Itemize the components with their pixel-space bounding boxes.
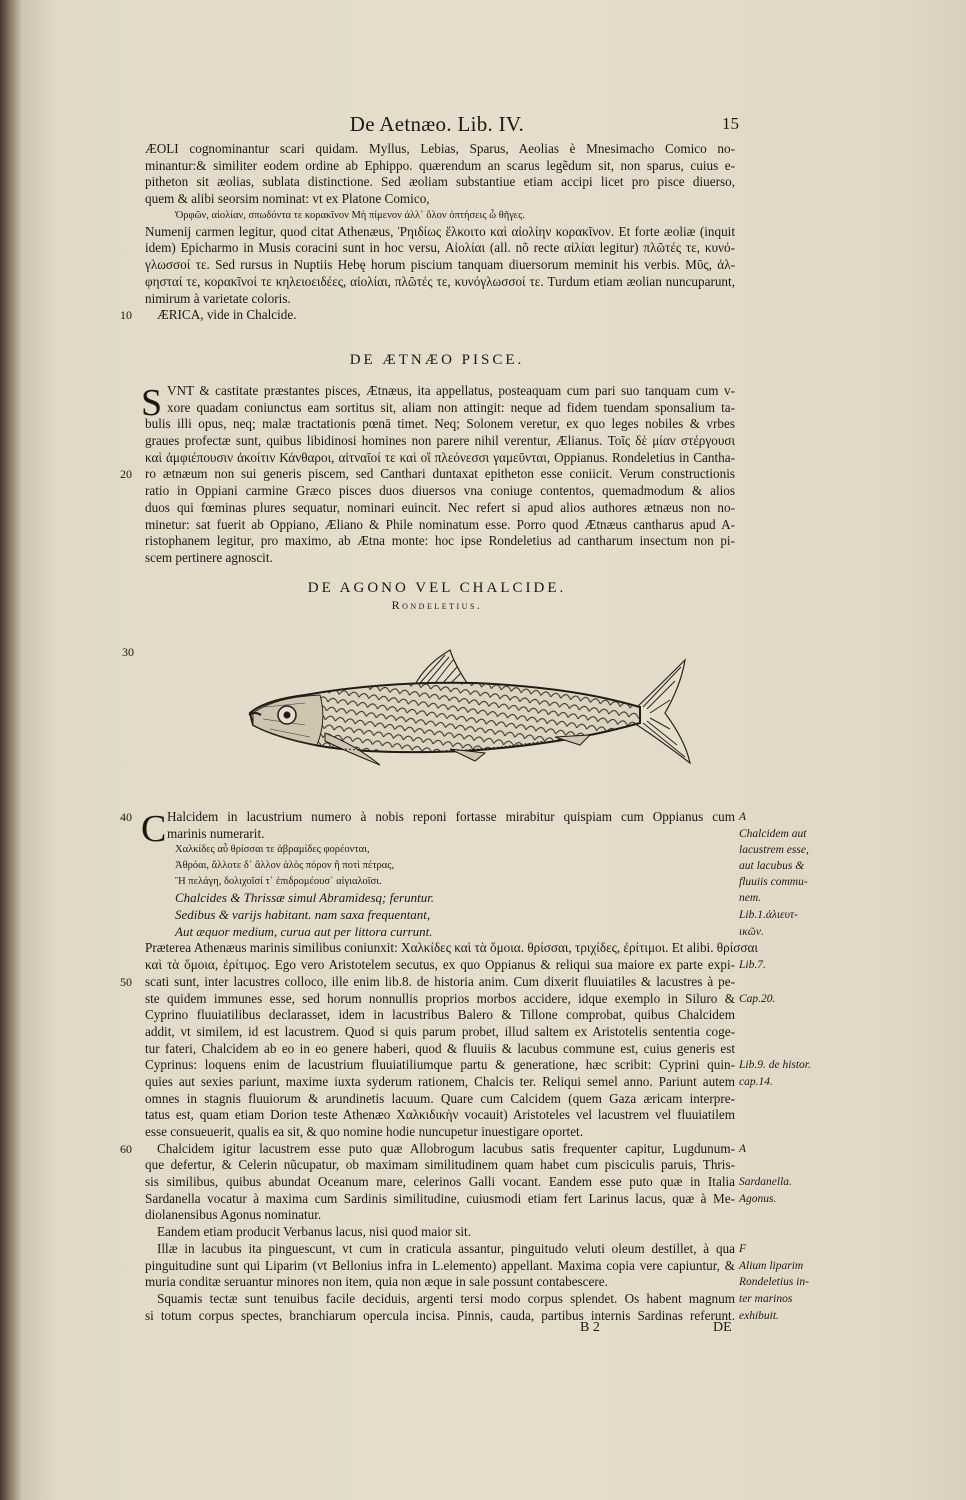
line-text: Squamis tectæ sunt tenuibus facile deciduis, argenti tersi modo corpus splendet. Os habent magnum — [157, 1290, 735, 1306]
marginal-note: Chalcidem aut — [739, 827, 807, 840]
text-line — [145, 550, 735, 567]
marginal-note: cap.14. — [739, 1075, 773, 1088]
text-line — [120, 1140, 747, 1158]
text-line — [145, 1207, 735, 1224]
line-number: 30 — [122, 645, 134, 659]
text-line — [145, 1274, 809, 1291]
line-text: omnes in stagnis fluuiorum & arundinetis lacuum. Quare cum Calcidem (quem Gaza æricam interpre- — [145, 1090, 735, 1106]
marginal-note: Lib.7. — [739, 959, 766, 972]
line-number: 40 — [120, 810, 132, 824]
line-text: Cyprinus: loquens enim de lacustrium fluuiatiliumque partu & generatione, hæc scribit: Cyprini quin- — [145, 1057, 735, 1073]
line-text: minetur: sat fuerit ab Oppiano, Æliano & Phile nominatum esse. Porro quod Ætnæus cantharus apud A- — [145, 516, 735, 532]
fish-woodcut-icon — [245, 645, 715, 775]
marginal-note: exhibuit. — [739, 1309, 779, 1322]
text-line — [145, 1007, 735, 1024]
text-line — [145, 1024, 735, 1041]
marginal-note: Sardanella. — [739, 1176, 792, 1189]
text-line — [145, 923, 764, 941]
text-line — [145, 141, 735, 158]
text-line — [145, 890, 762, 907]
marginal-note: aut lacubus & — [739, 860, 805, 873]
line-text: marinis numerarit. — [167, 825, 265, 841]
text-line — [145, 400, 735, 417]
text-line — [145, 416, 735, 433]
line-text: quem & alibi seorsim nominat: vt ex Platone Comico, — [145, 191, 430, 207]
line-text: Χαλκίδες αὖ θρίσσαι τε ἀβραμίδες φορέονται, — [175, 844, 370, 856]
text-line — [120, 307, 735, 324]
signature-mark: B 2 — [580, 1320, 600, 1335]
text-line — [145, 1157, 735, 1174]
text-line — [145, 1057, 811, 1074]
text-line — [120, 973, 735, 991]
text-line — [145, 257, 735, 274]
marginal-note: Lib.1.ἁλιευτ- — [739, 909, 798, 922]
text-line — [145, 1290, 793, 1308]
line-text: addit, vt similem, id est lacustrem. Quod si quis parum probet, illud saltem ex Aristotelis sententia coge- — [145, 1023, 735, 1039]
line-text: scati sunt, inter lacustres colloco, ille enim lib.8. de historia anim. Cum dixerit fluuiatiles & lacustres à pe- — [145, 973, 735, 989]
line-number: 20 — [120, 467, 132, 482]
text-line — [145, 957, 766, 974]
text-line — [145, 483, 735, 500]
text-line — [145, 1307, 779, 1325]
line-text: Cyprino fluuiatilibus declarasset, idem in lacustribus Balero & Tillone comprobat, quibus Chalcidem — [145, 1007, 735, 1023]
line-text: duos qui fœminas plures sequatur, nominari euincit. Nec refert si apud alios authores ætnæus non no- — [145, 499, 735, 515]
text-line — [145, 383, 735, 400]
text-line — [145, 940, 758, 957]
line-text: graues profectæ sunt, quibus libidinosi homines non parere nihil verentur, Ælianus. Τοῖς δὲ μίαν στέργουσι — [145, 433, 735, 449]
text-line — [145, 842, 809, 858]
line-text: si totum corpus spectes, branchiarum opercula incisa. Pinnis, cauda, partibus internis Sardinas referunt. — [145, 1307, 735, 1323]
line-text: ÆOLI cognominantur scari quidam. Myllus, Lebias, Sparus, Aeolias è Mnesimacho Comico no- — [145, 141, 735, 156]
text-line — [145, 1240, 747, 1258]
drop-cap: S — [141, 382, 163, 424]
line-text: ristophanem legitur, pro maximo, ab Ætna monte: hoc ipse Rondeletius ad cantharum insectum non pi- — [145, 533, 735, 549]
marginal-note: Alium liparim — [739, 1259, 804, 1272]
text-line — [145, 274, 735, 291]
text-line — [145, 990, 776, 1008]
page-number: 15 — [722, 114, 739, 133]
running-title: De Aetnæo. Lib. IV. — [349, 112, 525, 136]
text-line — [145, 1224, 735, 1241]
line-text: diolanensibus Agonus nominatur. — [145, 1207, 322, 1223]
line-text: quies aut sexies pariunt, maxime iuxta syderum rationem, Chalcis ter. Reliqui semel anno. Pariunt autem — [145, 1073, 735, 1089]
line-text: ratio in Oppiani carmine Græco pisces duos diuersos vna coniuge contentos, quemadmodum & alios — [145, 483, 735, 499]
line-text: ste quidem immunes esse, sed horum nonnullis proprios morbos accidere, idque exemplo in Siluro & — [145, 990, 735, 1006]
text-block-aeoli — [120, 141, 735, 324]
text-line — [145, 825, 807, 843]
text-block-chalcis — [120, 808, 811, 1324]
line-text: VNT & castitate præstantes pisces, Ætnæus, ita appellatus, posteaquam cum pari suo tanquam cum v- — [167, 383, 735, 398]
line-text: Chalcidem igitur lacustrem esse puto quæ Allobrogum lacubus satis frequenter capitur, Lugdunum- — [157, 1140, 735, 1156]
marginal-note: A — [739, 1142, 747, 1155]
marginal-note: Agonus. — [739, 1192, 777, 1205]
section-heading-aetnaeo: DE ÆTNÆO PISCE. — [349, 352, 525, 368]
line-text: Eandem etiam producit Verbanus lacus, nisi quod maior sit. — [157, 1224, 471, 1240]
text-line — [145, 1041, 735, 1058]
text-line — [145, 517, 735, 534]
text-line — [145, 1174, 792, 1191]
line-number: 60 — [120, 1141, 132, 1156]
marginal-note: lacustrem esse, — [739, 844, 809, 857]
text-line — [145, 291, 735, 308]
line-text: sis similibus, quibus abundat Oceanum mare, celerinos Galli vocant. Eandem esse puto quæ in Italia — [145, 1174, 735, 1190]
text-line — [145, 208, 735, 224]
text-line — [145, 174, 735, 191]
line-text: tur fateri, Chalcidem ab eo in eo genere haberi, quod & fluuiis & lacubus commune est, cuius generis est — [145, 1040, 735, 1056]
text-line — [120, 466, 735, 483]
line-text: esse consueuerit, qualis ea sit, & quo nomine hodie nuncupetur inuestigare oportet. — [145, 1124, 584, 1139]
text-line — [145, 533, 735, 550]
text-line — [145, 1091, 735, 1108]
line-text: Sedibus & varijs habitant. nam saxa frequentant, — [175, 907, 431, 923]
marginal-note: A — [739, 811, 747, 823]
text-block-aetnaeo — [120, 382, 735, 567]
marginal-note: Cap.20. — [739, 992, 776, 1005]
section-heading-agono: DE AGONO VEL CHALCIDE. — [307, 580, 567, 596]
line-text: γλωσσοί τε. Sed rursus in Nuptiis Hebę horum piscium tanquam diuersorum meminit his verbis. Μῦς, ἀλ- — [145, 257, 735, 273]
line-text: pitheton sit æolias, sublata distinctione. Sed æoliam substantiue etiam accipi licet pro pisce diuerso, — [145, 174, 735, 190]
line-text: Chalcides & Thrissæ simul Abramidesq; feruntur. — [175, 890, 435, 906]
text-line — [145, 450, 735, 467]
section-subheading-rondeletius: Rondeletius. — [391, 598, 483, 612]
marginal-note: F — [739, 1242, 747, 1255]
line-text: bulis illi opus, neq; malæ tractationis pœnā timet. Neq; Solonem veretur, ex quo leges nobiles & vrbes — [145, 416, 735, 432]
line-text: Numenij carmen legitur, quod citat Athenæus, Ῥηιδίως ἕλκοιτο καὶ αἰολίην κορακῖνον. Et forte æoliæ (inquit — [145, 223, 735, 239]
line-text: tatus est, quam etiam Dorion teste Athenæo Χαλκιδικὴν vocauit) Aristoteles vel lacustrem vel fluuiatilem — [145, 1107, 735, 1123]
line-text: καὶ ἀμφιέπουσιν ἀκοίτιν Κάνθαροι, αἰτναῖοί τε καὶ οἳ πλεόνεσσι γαμεῦνται, Oppianus. Rondeletius in Cantha- — [145, 449, 735, 465]
line-text: Ἀθρόαι, ἄλλοτε δ᾽ ἄλλον ἁλὸς πόρον ἢ ποτὶ πέτρας, — [175, 860, 395, 872]
marginal-note: Lib.9. de histor. — [739, 1059, 811, 1072]
line-text: Ἢ πελάγη, δολιχοῖσί τ᾽ ἐπιδρομέουσ᾽ αἰγιαλοῖσι. — [175, 876, 382, 888]
line-text: Sardanella vocatur à maxima cum Sardinis similitudine, cuiusmodi etiam fert Larinus lacus, quæ à Me- — [145, 1190, 735, 1206]
line-text: xore quadam coniunctus eam sortitus sit, aliam non attingit: neque ad fidem tuendam sponsalium ta- — [167, 399, 735, 415]
line-number: 10 — [120, 308, 132, 323]
text-line — [145, 1124, 735, 1141]
line-text: nimirum à varietate coloris. — [145, 290, 291, 306]
marginal-note: fluuiis commu- — [739, 876, 808, 889]
line-text: ÆRICA, vide in Chalcide. — [157, 307, 297, 323]
text-line — [145, 158, 735, 175]
line-text: Præterea Athenæus marinis similibus coniunxit: Χαλκίδες καὶ τὰ ὅμοια. θρίσσαι, τριχίδες, ἐρίτιμοι. Et alibi. θρίσσαι — [145, 940, 758, 956]
drop-cap: C — [141, 808, 167, 850]
text-line — [145, 874, 808, 890]
text-line — [145, 500, 735, 517]
line-text: Ὀρφῶν, αἰολίαν, σπωδόντα τε κορακῖνον Μὴ πίμενον ἀλλ᾽ ὅλον ὀπτήσεις ὦ θῆγες. — [175, 209, 525, 221]
line-text: Aut æquor medium, curua aut per littora currunt. — [175, 923, 433, 939]
text-line — [145, 191, 735, 208]
marginal-note: nem. — [739, 892, 762, 905]
line-text: muria conditæ seruantur minores non item, quia non æque in sale possunt contabescere. — [145, 1274, 608, 1290]
line-text: que defertur, & Celerin nũcupatur, ob maximam similitudinem quam habet cum pisciculis paruis, Thris- — [145, 1157, 735, 1173]
line-text: καὶ τὰ ὅμοια, ἐρίτιμος. Ego vero Aristotelem secutus, ex quo Oppianus & reliqui sua maiore ex parte expi- — [145, 957, 735, 973]
text-line — [145, 1190, 777, 1208]
text-line — [145, 1107, 735, 1124]
text-line — [145, 1257, 804, 1275]
text-line — [120, 809, 747, 826]
line-text: idem) Epicharmo in Musis coracini sunt in hoc versu, Αἰολίαι (all. nõ recte αἰλίαι legitur) πλῶτές τε, κυνό- — [145, 240, 735, 256]
text-line — [145, 224, 735, 241]
line-text: φησταί τε, κορακῖνοί τε κηλειοειδέες, αἰολίαι, πλῶτές τε, κυνόγλωσσοί τε. Turdum etiam æolian nuncuparunt, — [145, 273, 735, 289]
line-number: 50 — [120, 974, 132, 989]
marginal-note: ter marinos — [739, 1292, 793, 1305]
text-line — [145, 858, 805, 874]
line-text: pinguitudine sunt qui Liparim (vt Bellonius infra in L.elemento) appellant. Maxima copia vere capiuntur, & — [145, 1257, 735, 1273]
marginal-note: Rondeletius in- — [739, 1276, 809, 1289]
line-text: ro ætnæum non sui generis piscem, sed Canthari duntaxat epitheton esse coniicit. Verum constructionis — [145, 466, 735, 482]
text-line — [145, 240, 735, 257]
line-text: minantur:& similiter eodem ordine ab Ephippo. quærendum an scarus legẽdum sit, non sparus, cuius e- — [145, 157, 735, 173]
marginal-note: ικῶν. — [739, 925, 764, 938]
catchword: DE — [713, 1320, 732, 1335]
line-text: scem pertinere agnoscit. — [145, 549, 273, 565]
text-line — [145, 1073, 773, 1091]
text-line — [145, 907, 798, 924]
line-text: Halcidem in lacustrium numero à nobis reponi fortasse mirabitur quispiam cum Oppianus cum — [167, 809, 735, 824]
line-text: Illæ in lacubus ita pinguescunt, vt cum in craticula assantur, pinguitudo veluti oleum destillet, à qua — [157, 1240, 735, 1256]
running-head — [137, 112, 737, 136]
text-line — [145, 433, 735, 450]
